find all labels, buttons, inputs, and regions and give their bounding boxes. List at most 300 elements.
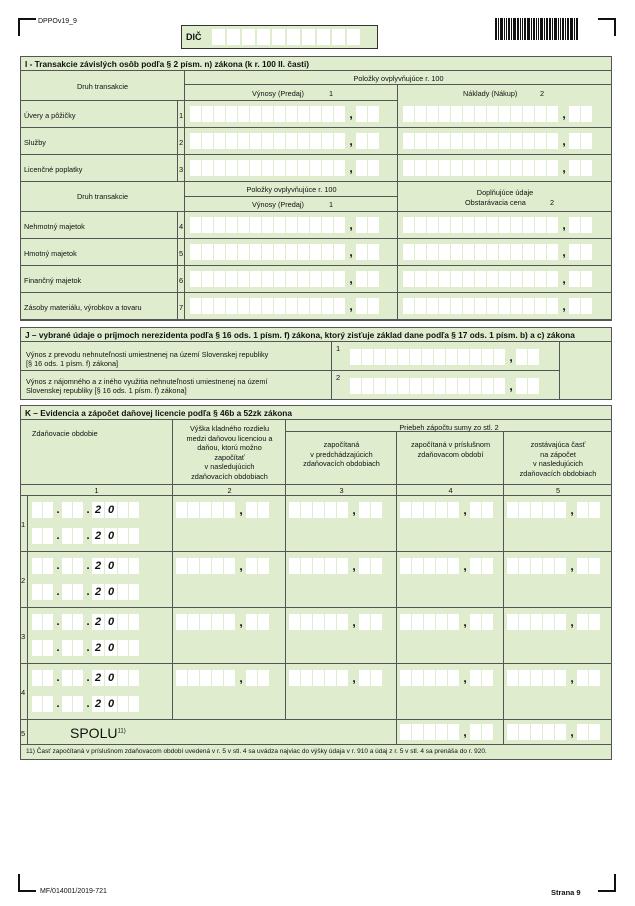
digit-box [398, 378, 409, 394]
digit-box [487, 217, 498, 233]
digit-box [439, 298, 450, 314]
year-prefix-digit: 0 [105, 670, 117, 686]
digit-box [482, 378, 493, 394]
digit-box [446, 349, 457, 365]
digit-box [523, 160, 534, 176]
barcode-bar [538, 18, 539, 40]
digit-box [543, 670, 554, 686]
digit-box [202, 298, 213, 314]
k-amount-col3[interactable] [289, 502, 383, 518]
digit-box [475, 217, 486, 233]
digit-box [334, 133, 345, 149]
digit-box [427, 106, 438, 122]
j-row1-num: 1 [336, 344, 341, 353]
row-label: Finančný majetok [24, 276, 82, 285]
barcode-bar [554, 18, 557, 40]
header-line: započítaná [323, 440, 360, 449]
digit-box [313, 614, 324, 630]
digit-box [535, 244, 546, 260]
digit-box [274, 298, 285, 314]
digit-box [439, 271, 450, 287]
digit-box [371, 558, 382, 574]
digit-box [415, 271, 426, 287]
dic-digit-box [257, 29, 270, 45]
corner-mark-top-left [18, 18, 36, 36]
digit-box [403, 298, 414, 314]
digit-box [258, 614, 269, 630]
date-dot: . [86, 672, 90, 684]
dic-field[interactable] [181, 25, 378, 49]
digit-box [214, 133, 225, 149]
digit-box [470, 378, 481, 394]
digit-box [547, 244, 558, 260]
k-row-number: 1 [21, 520, 26, 529]
period-date-field[interactable] [32, 584, 140, 600]
digit-box [463, 271, 474, 287]
digit-box [463, 298, 474, 314]
digit-box [577, 558, 588, 574]
month-digit [62, 558, 72, 574]
digit-box [262, 106, 273, 122]
digit-box [487, 271, 498, 287]
amount-field-col2[interactable] [403, 298, 593, 314]
year-digit [118, 614, 128, 630]
k-amount-col5[interactable] [507, 502, 601, 518]
digit-box [581, 298, 592, 314]
digit-box [547, 106, 558, 122]
row-number: 6 [179, 276, 184, 285]
digit-box [470, 670, 481, 686]
digit-box [356, 160, 367, 176]
digit-box [531, 502, 542, 518]
digit-box [337, 670, 348, 686]
barcode-bar [527, 18, 530, 40]
digit-box [190, 106, 201, 122]
digit-box [371, 614, 382, 630]
digit-box [386, 378, 397, 394]
digit-box [334, 160, 345, 176]
digit-box [422, 378, 433, 394]
amount-field-col1[interactable] [190, 133, 380, 149]
digit-box [415, 160, 426, 176]
digit-box [310, 106, 321, 122]
digit-box [262, 217, 273, 233]
digit-box [555, 558, 566, 574]
digit-box [262, 271, 273, 287]
amount-field-col2[interactable] [403, 217, 593, 233]
barcode-bar [570, 18, 573, 40]
digit-box [274, 106, 285, 122]
dic-digit-box [242, 29, 255, 45]
col1-b-num: 1 [329, 200, 334, 209]
month-digit [62, 640, 72, 656]
digit-box [258, 502, 269, 518]
digit-box [190, 217, 201, 233]
digit-box [412, 614, 423, 630]
digit-box [403, 217, 414, 233]
amount-field-col1[interactable] [190, 298, 380, 314]
section-j-table [20, 342, 612, 400]
digit-box [188, 502, 199, 518]
k-row-number: 2 [21, 576, 26, 585]
corner-mark-bottom-right [598, 874, 616, 892]
digit-box [238, 298, 249, 314]
digit-box [310, 271, 321, 287]
digit-box [487, 298, 498, 314]
barcode [495, 18, 595, 40]
digit-box [487, 133, 498, 149]
digit-box [214, 217, 225, 233]
digit-box [511, 244, 522, 260]
digit-box [412, 670, 423, 686]
j-row1-amount[interactable] [350, 349, 540, 365]
digit-box [298, 160, 309, 176]
digit-box [427, 271, 438, 287]
digit-box [589, 558, 600, 574]
year-digit [129, 640, 139, 656]
digit-box [398, 349, 409, 365]
k-row-number: 4 [21, 688, 26, 697]
decimal-comma: , [349, 107, 353, 121]
k-total-col4[interactable] [400, 724, 494, 740]
col1-b-header: Výnosy (Predaj) [252, 200, 304, 209]
digit-box [289, 502, 300, 518]
digit-box [322, 106, 333, 122]
digit-box [436, 614, 447, 630]
digit-box [359, 670, 370, 686]
digit-box [250, 106, 261, 122]
decimal-comma: , [352, 559, 356, 573]
row-number: 4 [179, 222, 184, 231]
day-digit [43, 696, 53, 712]
digit-box [470, 614, 481, 630]
year-digit [129, 696, 139, 712]
row-label: Licenčné poplatky [24, 165, 83, 174]
header-line: zdaňovacích obdobiach [191, 471, 268, 481]
digit-box [475, 106, 486, 122]
k-col3-header [286, 440, 397, 469]
digit-box [313, 558, 324, 574]
dic-digit-box [227, 29, 240, 45]
digit-box [359, 502, 370, 518]
digit-box [528, 378, 539, 394]
year-prefix-digit: 2 [92, 558, 104, 574]
digit-box [424, 724, 435, 740]
digit-box [547, 133, 558, 149]
decimal-comma: , [570, 725, 574, 739]
digit-box [448, 670, 459, 686]
decimal-comma: , [239, 503, 243, 517]
dic-label: DIČ [186, 32, 202, 42]
k-amount-col3[interactable] [289, 614, 383, 630]
digit-box [569, 133, 580, 149]
digit-box [519, 614, 530, 630]
year-digit [118, 558, 128, 574]
digit-box [310, 217, 321, 233]
column-number: 2 [227, 486, 232, 495]
decimal-comma: , [352, 615, 356, 629]
digit-box [258, 670, 269, 686]
k-amount-col2[interactable] [176, 502, 270, 518]
digit-box [250, 217, 261, 233]
dic-digit-box [332, 29, 345, 45]
k-amount-col2[interactable] [176, 670, 270, 686]
k-amount-col5[interactable] [507, 558, 601, 574]
barcode-bar [552, 18, 553, 40]
digit-box [439, 133, 450, 149]
digit-box [226, 133, 237, 149]
digit-box [458, 349, 469, 365]
k-amount-col4[interactable] [400, 502, 494, 518]
k-total-col5[interactable] [507, 724, 601, 740]
digit-box [436, 558, 447, 574]
period-date-field[interactable] [32, 640, 140, 656]
barcode-bar [506, 18, 507, 40]
digit-box [274, 160, 285, 176]
digit-box [386, 349, 397, 365]
amount-field-col2[interactable] [403, 271, 593, 287]
barcode-bar [567, 18, 569, 40]
digit-box [569, 217, 580, 233]
digit-box [436, 724, 447, 740]
digit-box [448, 614, 459, 630]
day-digit [43, 558, 53, 574]
column-number: 1 [94, 486, 99, 495]
amount-field-col1[interactable] [190, 160, 380, 176]
digit-box [451, 244, 462, 260]
digit-box [543, 502, 554, 518]
period-date-field[interactable] [32, 670, 140, 686]
digit-box [523, 217, 534, 233]
digit-box [516, 349, 527, 365]
day-digit [43, 584, 53, 600]
digit-box [577, 724, 588, 740]
digit-box [511, 217, 522, 233]
digit-box [238, 106, 249, 122]
day-digit [43, 614, 53, 630]
date-dot: . [86, 530, 90, 542]
digit-box [439, 160, 450, 176]
month-digit [73, 640, 83, 656]
digit-box [200, 558, 211, 574]
page-number: Strana 9 [551, 888, 581, 897]
digit-box [577, 670, 588, 686]
decimal-comma: , [570, 503, 574, 517]
period-date-field[interactable] [32, 502, 140, 518]
amount-field-col1[interactable] [190, 244, 380, 260]
digit-box [451, 133, 462, 149]
digit-box [569, 160, 580, 176]
digit-box [190, 160, 201, 176]
amount-field-col1[interactable] [190, 106, 380, 122]
barcode-bar [508, 18, 510, 40]
digit-box [214, 271, 225, 287]
period-date-field[interactable] [32, 528, 140, 544]
digit-box [301, 558, 312, 574]
decimal-comma: , [239, 559, 243, 573]
digit-box [519, 670, 530, 686]
j-row1-line1: Výnos z prevodu nehnuteľnosti umiestnenej na území Slovenskej republiky [26, 350, 269, 359]
digit-box [487, 160, 498, 176]
decimal-comma: , [349, 245, 353, 259]
decimal-comma: , [562, 161, 566, 175]
digit-box [427, 133, 438, 149]
row-number: 2 [179, 138, 184, 147]
barcode-bar [520, 18, 521, 40]
year-digit [118, 696, 128, 712]
col2-b-line2: Obstarávacia cena [465, 198, 526, 207]
k-amount-col5[interactable] [507, 614, 601, 630]
digit-box [410, 349, 421, 365]
digit-box [412, 558, 423, 574]
digit-box [400, 724, 411, 740]
digit-box [463, 160, 474, 176]
digit-box [212, 502, 223, 518]
col1-num: 1 [329, 89, 334, 98]
digit-box [322, 244, 333, 260]
digit-box [322, 271, 333, 287]
k-col5-header [504, 440, 612, 478]
barcode-bar [540, 18, 543, 40]
amount-field-col2[interactable] [403, 160, 593, 176]
digit-box [543, 724, 554, 740]
k-amount-col3[interactable] [289, 670, 383, 686]
digit-box [368, 133, 379, 149]
digit-box [523, 133, 534, 149]
digit-box [250, 244, 261, 260]
digit-box [499, 298, 510, 314]
j-row1-line2: [§ 16 ods. 1 písm. f) zákona] [26, 359, 119, 368]
digit-box [475, 271, 486, 287]
digit-box [286, 106, 297, 122]
k-amount-col4[interactable] [400, 558, 494, 574]
amount-field-col1[interactable] [190, 217, 380, 233]
digit-box [356, 271, 367, 287]
digit-box [250, 298, 261, 314]
period-date-field[interactable] [32, 558, 140, 574]
column-number: 4 [448, 486, 453, 495]
digit-box [535, 217, 546, 233]
year-digit [118, 584, 128, 600]
date-dot: . [86, 560, 90, 572]
digit-box [555, 614, 566, 630]
decimal-comma: , [239, 671, 243, 685]
decimal-comma: , [349, 134, 353, 148]
digit-box [531, 724, 542, 740]
k-amount-col4[interactable] [400, 670, 494, 686]
barcode-bar [504, 18, 505, 40]
digit-box [424, 670, 435, 686]
digit-box [176, 614, 187, 630]
digit-box [359, 558, 370, 574]
digit-box [511, 298, 522, 314]
digit-box [176, 670, 187, 686]
column-number: 3 [339, 486, 344, 495]
k-amount-col5[interactable] [507, 670, 601, 686]
k-amount-col2[interactable] [176, 614, 270, 630]
digit-box [523, 244, 534, 260]
footnote: 11) Časť započítaná v príslušnom zdaňovacom období uvedená v r. 5 v stl. 4 sa uvádza najviac do výšky údaja v r. 910 a údaj z r. 5 v stl. 4 sa prenáša do r. 920. [26, 748, 487, 755]
row-label: Služby [24, 138, 46, 147]
digit-box [523, 271, 534, 287]
digit-box [581, 133, 592, 149]
digit-box [547, 217, 558, 233]
digit-box [301, 614, 312, 630]
digit-box [334, 244, 345, 260]
year-digit [129, 584, 139, 600]
k-amount-col4[interactable] [400, 614, 494, 630]
period-date-field[interactable] [32, 614, 140, 630]
dic-digit-box [347, 29, 360, 45]
digit-box [523, 298, 534, 314]
digit-box [356, 298, 367, 314]
period-date-field[interactable] [32, 696, 140, 712]
digit-box [400, 670, 411, 686]
header-line: medzi daňovou licenciou a [186, 433, 273, 443]
k-amount-col2[interactable] [176, 558, 270, 574]
date-dot: . [56, 672, 60, 684]
barcode-bar [576, 18, 578, 40]
digit-box [482, 724, 493, 740]
digit-box [463, 244, 474, 260]
amount-field-col2[interactable] [403, 244, 593, 260]
digit-box [274, 271, 285, 287]
digit-box [535, 160, 546, 176]
day-digit [43, 502, 53, 518]
year-prefix-digit: 2 [92, 584, 104, 600]
day-digit [32, 558, 42, 574]
digit-box [190, 271, 201, 287]
digit-box [415, 298, 426, 314]
digit-box [436, 502, 447, 518]
digit-box [200, 502, 211, 518]
year-digit [129, 528, 139, 544]
digit-box [250, 160, 261, 176]
barcode-bar [546, 18, 548, 40]
k-amount-col3[interactable] [289, 558, 383, 574]
digit-box [403, 244, 414, 260]
digit-box [403, 160, 414, 176]
date-dot: . [86, 616, 90, 628]
digit-box [475, 133, 486, 149]
digit-box [202, 106, 213, 122]
year-digit [118, 640, 128, 656]
header-line: v nasledujúcich [533, 459, 583, 468]
digit-box [310, 160, 321, 176]
day-digit [32, 696, 42, 712]
digit-box [286, 217, 297, 233]
year-prefix-digit: 0 [105, 502, 117, 518]
amount-field-col1[interactable] [190, 271, 380, 287]
digit-box [246, 670, 257, 686]
date-dot: . [56, 698, 60, 710]
digit-box [310, 133, 321, 149]
year-prefix-digit: 0 [105, 640, 117, 656]
decimal-comma: , [463, 671, 467, 685]
k-col4-header [397, 440, 504, 459]
year-prefix-digit: 0 [105, 558, 117, 574]
j-row2-amount[interactable] [350, 378, 540, 394]
decimal-comma: , [570, 615, 574, 629]
section-i-title: I - Transakcie závislých osôb podľa § 2 písm. n) zákona (k r. 100 II. časti) [21, 57, 611, 71]
digit-box [188, 670, 199, 686]
digit-box [547, 271, 558, 287]
amount-field-col2[interactable] [403, 133, 593, 149]
digit-box [238, 160, 249, 176]
digit-box [238, 133, 249, 149]
amount-field-col2[interactable] [403, 106, 593, 122]
row-number: 7 [179, 303, 184, 312]
